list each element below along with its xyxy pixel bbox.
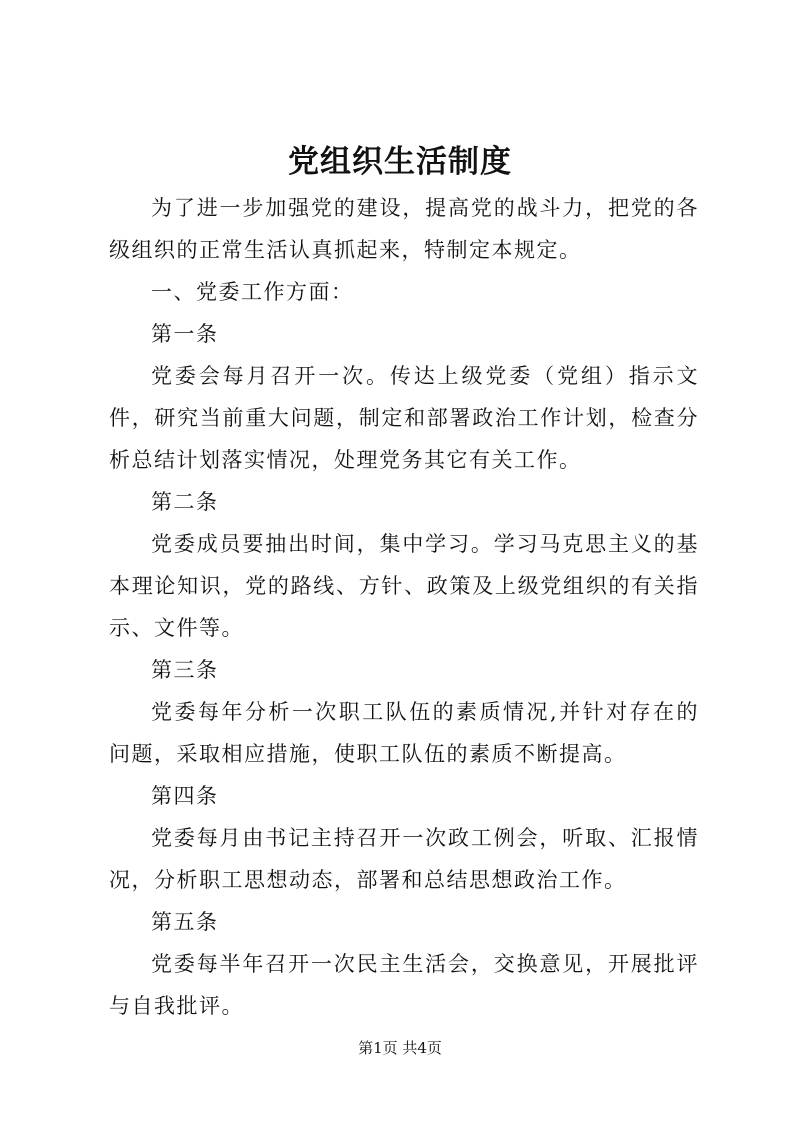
article-paragraph: 党委成员要抽出时间，集中学习。学习马克思主义的基本理论知识，党的路线、方针、政策及上级党组织的有关指示、文件等。 [109, 532, 699, 640]
intro-paragraph: 为了进一步加强党的建设，提高党的战斗力，把党的各级组织的正常生活认真抓起来，特制定本规定。 [109, 196, 699, 262]
article-paragraph: 党委会每月召开一次。传达上级党委（党组）指示文件，研究当前重大问题，制定和部署政治工作计划，检查分析总结计划落实情况，处理党务其它有关工作。 [109, 364, 699, 472]
document-title: 党组织生活制度 [288, 144, 512, 180]
article-heading: 第三条 [151, 658, 219, 682]
article-paragraph: 党委每月由书记主持召开一次政工例会，听取、汇报情况，分析职工思想动态，部署和总结思想政治工作。 [109, 826, 699, 892]
page-number-footer: 第1页 共4页 [358, 1039, 442, 1057]
article-heading: 第二条 [151, 490, 219, 514]
section-heading: 一、党委工作方面： [151, 280, 354, 304]
document-body [109, 187, 699, 1027]
article-heading: 第四条 [151, 784, 219, 808]
article-paragraph: 党委每年分析一次职工队伍的素质情况,并针对存在的问题，采取相应措施，使职工队伍的素质不断提高。 [109, 700, 699, 766]
article-heading: 第一条 [151, 322, 219, 346]
article-heading: 第五条 [151, 910, 219, 934]
article-paragraph: 党委每半年召开一次民主生活会，交换意见，开展批评与自我批评。 [109, 952, 699, 1018]
